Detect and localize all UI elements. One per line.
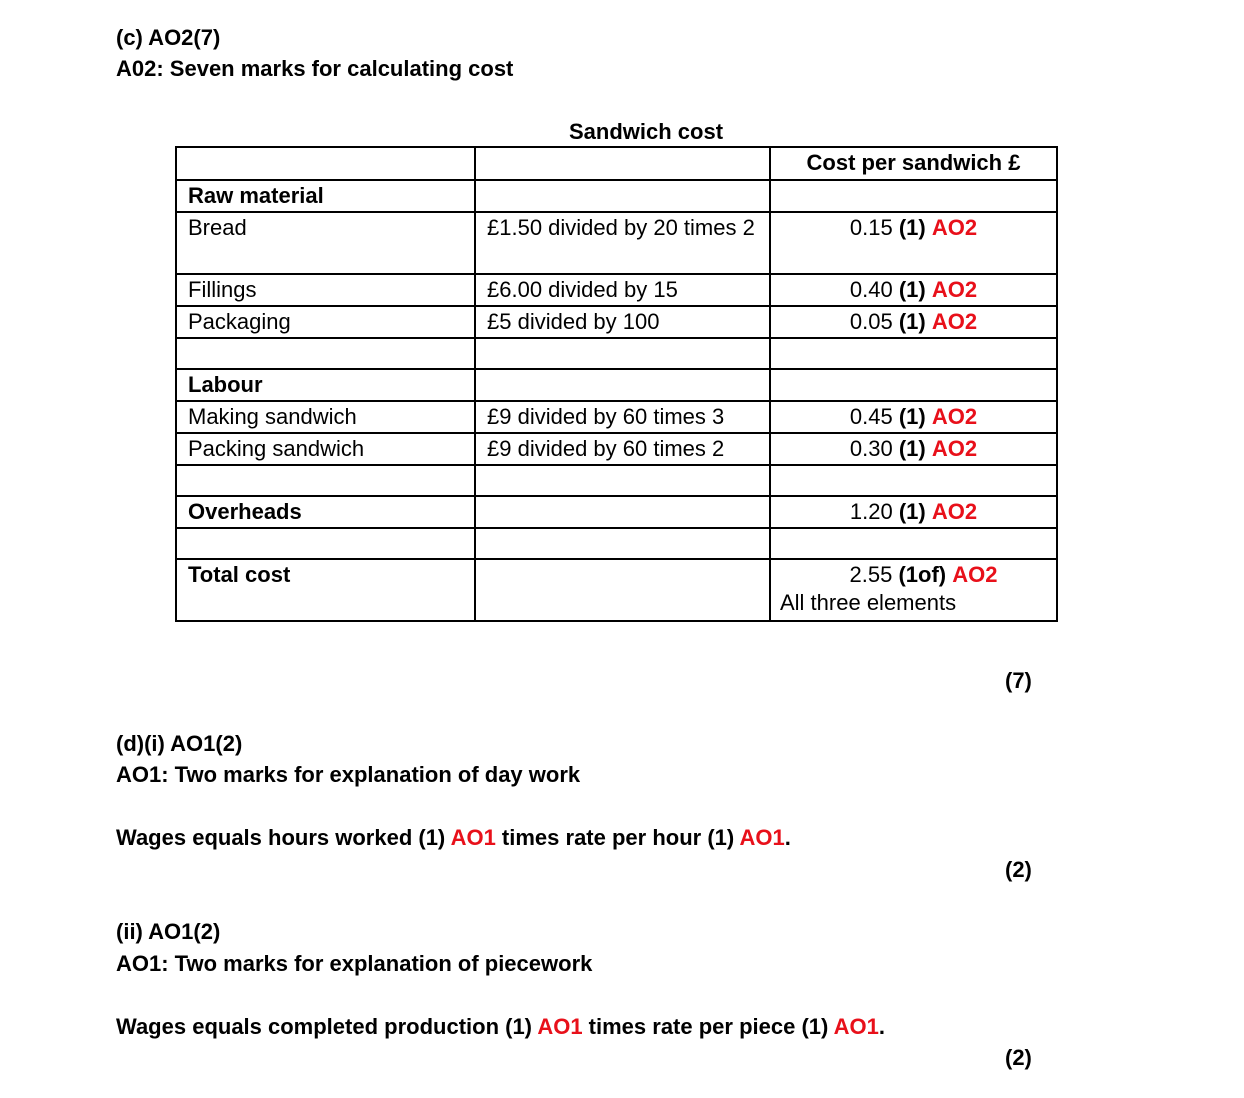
mark-awarded: (1) <box>898 404 926 429</box>
row-calculation: £1.50 divided by 20 times 2 <box>475 212 770 274</box>
cost-line <box>771 213 1056 243</box>
ao-code: AO2 <box>931 277 978 302</box>
row-cost <box>770 338 1057 369</box>
table-row <box>176 433 1057 465</box>
header-cell <box>475 147 770 180</box>
row-calculation <box>475 180 770 212</box>
answer-text: . <box>878 1014 886 1039</box>
row-calculation: £6.00 divided by 15 <box>475 274 770 306</box>
ao-code: AO1 <box>739 825 785 850</box>
cost-value: 0.45 <box>849 404 893 429</box>
section-dii-heading: (ii) AO1(2) <box>116 919 221 944</box>
row-label <box>176 465 475 496</box>
row-cost <box>770 274 1057 306</box>
ao-code: AO2 <box>952 562 998 587</box>
cost-value: 0.05 <box>849 309 893 334</box>
row-cost <box>770 180 1057 212</box>
section-dii-marks: (2) <box>1005 1045 1032 1070</box>
answer-text: times rate per hour (1) <box>495 825 740 850</box>
ao-code: AO2 <box>931 309 978 334</box>
answer-text: times rate per piece (1) <box>582 1014 834 1039</box>
table-row <box>176 401 1057 433</box>
section-c-marks: (7) <box>1005 668 1032 693</box>
section-di-answer <box>116 825 791 851</box>
table-caption: Sandwich cost <box>569 119 724 144</box>
mark-awarded: (1) <box>898 499 926 524</box>
mark-awarded: (1) <box>898 436 926 461</box>
row-label: Total cost <box>176 559 475 621</box>
header-cell: Cost per sandwich £ <box>770 147 1057 180</box>
cost-value: 0.15 <box>849 215 893 240</box>
row-cost <box>770 433 1057 465</box>
row-label: Making sandwich <box>176 401 475 433</box>
row-calculation <box>475 465 770 496</box>
row-cost <box>770 528 1057 559</box>
row-cost <box>770 465 1057 496</box>
row-cost <box>770 559 1057 621</box>
section-di-heading: (d)(i) AO1(2) <box>116 731 243 756</box>
row-label: Labour <box>176 369 475 401</box>
row-label: Bread <box>176 212 475 274</box>
cost-value: 2.55 <box>849 562 893 587</box>
table-row <box>176 180 1057 212</box>
table-row <box>176 528 1057 559</box>
cost-value: 1.20 <box>849 499 893 524</box>
answer-text: Wages equals hours worked (1) <box>116 825 451 850</box>
mark-awarded: (1) <box>898 215 926 240</box>
cost-line <box>771 434 1056 464</box>
row-calculation: £5 divided by 100 <box>475 306 770 338</box>
cost-line <box>771 560 1056 590</box>
row-cost <box>770 496 1057 528</box>
sandwich-cost-table <box>175 146 1058 622</box>
ao-code: AO2 <box>931 499 978 524</box>
row-calculation <box>475 559 770 621</box>
row-calculation <box>475 496 770 528</box>
row-label: Fillings <box>176 274 475 306</box>
table-row <box>176 369 1057 401</box>
row-cost <box>770 212 1057 274</box>
table-row <box>176 338 1057 369</box>
cost-line <box>771 402 1056 432</box>
table-row <box>176 496 1057 528</box>
table-row <box>176 274 1057 306</box>
row-label <box>176 338 475 369</box>
row-calculation: £9 divided by 60 times 3 <box>475 401 770 433</box>
mark-awarded: (1) <box>898 309 926 334</box>
cost-line <box>771 497 1056 527</box>
row-cost <box>770 306 1057 338</box>
cost-value: 0.40 <box>849 277 893 302</box>
row-label: Overheads <box>176 496 475 528</box>
section-di-marks: (2) <box>1005 857 1032 882</box>
section-c-subheading: A02: Seven marks for calculating cost <box>116 56 514 81</box>
ao-code: AO1 <box>537 1014 583 1039</box>
row-calculation <box>475 528 770 559</box>
section-c-heading: (c) AO2(7) <box>116 25 221 50</box>
section-dii-answer <box>116 1014 885 1040</box>
cost-value: 0.30 <box>849 436 893 461</box>
table-header-row <box>176 147 1057 180</box>
row-calculation <box>475 369 770 401</box>
table-row <box>176 212 1057 274</box>
cost-line <box>771 307 1056 337</box>
ao-code: AO1 <box>450 825 496 850</box>
mark-awarded: (1of) <box>898 562 947 587</box>
cost-line <box>771 275 1056 305</box>
row-cost <box>770 401 1057 433</box>
row-label <box>176 528 475 559</box>
row-label: Packaging <box>176 306 475 338</box>
ao-code: AO2 <box>931 215 978 240</box>
row-calculation: £9 divided by 60 times 2 <box>475 433 770 465</box>
table-row <box>176 306 1057 338</box>
answer-text: Wages equals completed production (1) <box>116 1014 538 1039</box>
header-cell <box>176 147 475 180</box>
ao-code: AO2 <box>931 404 978 429</box>
answer-text: . <box>784 825 791 850</box>
mark-awarded: (1) <box>898 277 926 302</box>
row-label: Raw material <box>176 180 475 212</box>
row-label: Packing sandwich <box>176 433 475 465</box>
table-row <box>176 465 1057 496</box>
section-dii-subheading: AO1: Two marks for explanation of piecework <box>116 951 593 976</box>
row-calculation <box>475 338 770 369</box>
ao-code: AO1 <box>833 1014 879 1039</box>
row-cost <box>770 369 1057 401</box>
table-row <box>176 559 1057 621</box>
ao-code: AO2 <box>931 436 978 461</box>
section-di-subheading: AO1: Two marks for explanation of day work <box>116 762 581 787</box>
cost-note: All three elements <box>780 590 957 615</box>
